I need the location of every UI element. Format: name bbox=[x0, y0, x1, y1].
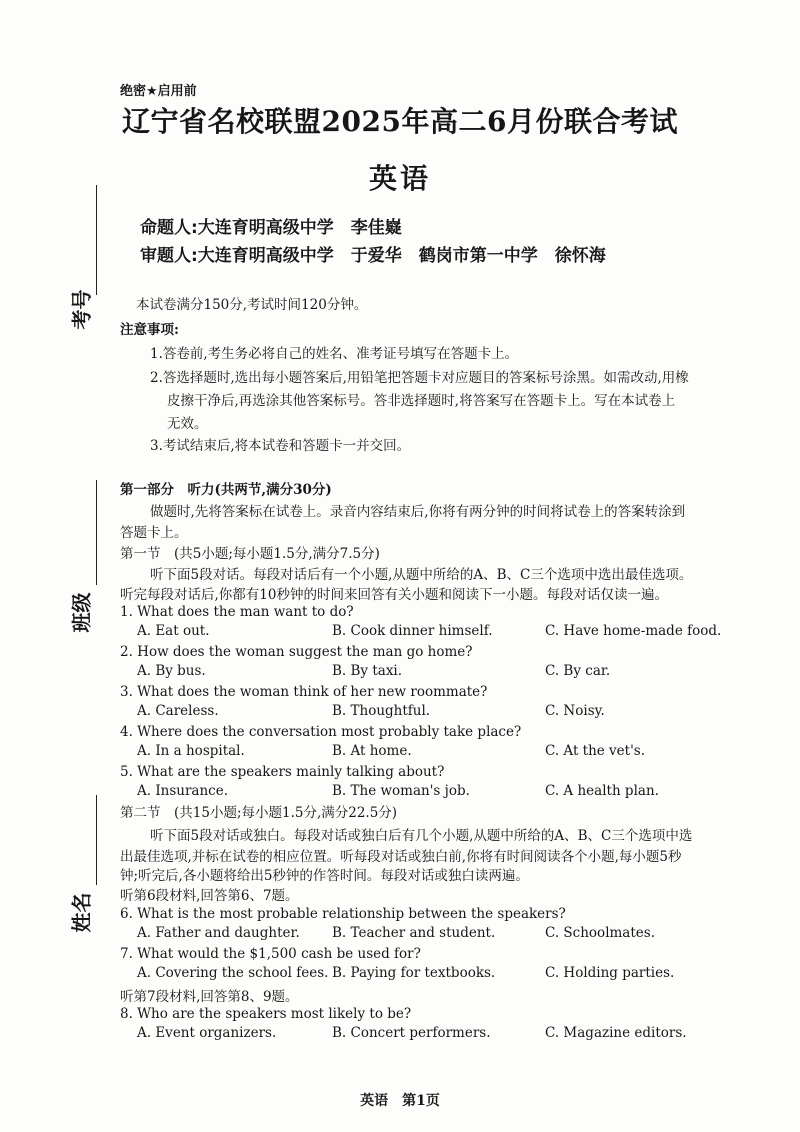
section1-heading: 第一节 (共5小题;每小题1.5分,满分7.5分) bbox=[120, 546, 380, 562]
question-5-option-b: B. The woman's job. bbox=[332, 783, 470, 799]
note-2-line-b: 皮擦干净后,再选涂其他答案标号。答非选择题时,将答案写在答题卡上。写在本试卷上 bbox=[167, 393, 676, 409]
question-4-option-b: B. At home. bbox=[332, 743, 412, 759]
question-8-option-b: B. Concert performers. bbox=[332, 1025, 491, 1041]
material-7-note: 听第7段材料,回答第8、9题。 bbox=[120, 989, 299, 1005]
question-7-stem: 7. What would the $1,500 cash be used for? bbox=[120, 946, 421, 962]
section2-desc-c: 钟;听完后,各小题将给出5秒钟的作答时间。每段对话或独白读两遍。 bbox=[120, 868, 529, 884]
question-8-option-a: A. Event organizers. bbox=[137, 1025, 277, 1041]
question-7-option-a: A. Covering the school fees. bbox=[137, 965, 329, 981]
subject-title: 英语 bbox=[368, 162, 431, 195]
section1-desc-b: 听完每段对话后,你都有10秒钟的时间来回答有关小题和阅读下一小题。每段对话仅读一遍。 bbox=[120, 587, 668, 603]
author-line: 命题人:大连育明高级中学 李佳嶷 bbox=[140, 218, 402, 238]
confidential-mark: 绝密★启用前 bbox=[120, 84, 197, 99]
question-2-option-b: B. By taxi. bbox=[332, 663, 403, 679]
class-label: 班级 bbox=[69, 592, 94, 633]
material-6-note: 听第6段材料,回答第6、7题。 bbox=[120, 888, 299, 904]
note-2-line-a: 2.答选择题时,选出每小题答案后,用铅笔把答题卡对应题目的答案标号涂黑。如需改动,用橡 bbox=[150, 370, 689, 386]
score-time-text: 本试卷满分150分,考试时间120分钟。 bbox=[136, 297, 368, 313]
exam-no-label: 考号 bbox=[69, 289, 94, 330]
question-6-option-c: C. Schoolmates. bbox=[545, 925, 655, 941]
question-4-option-c: C. At the vet's. bbox=[545, 743, 646, 759]
question-1-stem: 1. What does the man want to do? bbox=[120, 604, 354, 620]
section2-heading: 第二节 (共15小题;每小题1.5分,满分22.5分) bbox=[120, 805, 398, 821]
section1-desc-a: 听下面5段对话。每段对话后有一个小题,从题中所给的A、B、C三个选项中选出最佳选项。 bbox=[150, 567, 693, 583]
notes-title: 注意事项: bbox=[120, 322, 179, 338]
question-5-option-a: A. Insurance. bbox=[137, 783, 229, 799]
part1-heading: 第一部分 听力(共两节,满分30分) bbox=[120, 482, 332, 498]
section2-desc-b: 出最佳选项,并标在试卷的相应位置。听每段对话或独白前,你将有时间阅读各个小题,每小题5秒 bbox=[120, 849, 682, 865]
question-6-stem: 6. What is the most probable relationship between the speakers? bbox=[120, 906, 566, 922]
part1-desc-a: 做题时,先将答案标在试卷上。录音内容结束后,你将有两分钟的时间将试卷上的答案转涂到 bbox=[150, 504, 686, 520]
note-2-line-c: 无效。 bbox=[167, 416, 208, 432]
name-label: 姓名 bbox=[69, 892, 94, 933]
question-4-option-a: A. In a hospital. bbox=[137, 743, 245, 759]
question-3-option-b: B. Thoughtful. bbox=[332, 703, 431, 719]
question-6-option-a: A. Father and daughter. bbox=[137, 925, 300, 941]
part1-desc-b: 答题卡上。 bbox=[120, 525, 188, 541]
question-5-stem: 5. What are the speakers mainly talking about? bbox=[120, 764, 445, 780]
question-1-option-a: A. Eat out. bbox=[137, 623, 210, 639]
name-line bbox=[96, 795, 97, 885]
question-4-stem: 4. Where does the conversation most probably take place? bbox=[120, 724, 522, 740]
exam-no-line bbox=[96, 185, 97, 295]
question-7-option-c: C. Holding parties. bbox=[545, 965, 675, 981]
class-line bbox=[96, 480, 97, 585]
note-3: 3.考试结束后,将本试卷和答题卡一并交回。 bbox=[150, 438, 411, 454]
section2-desc-a: 听下面5段对话或独白。每段对话或独白后有几个小题,从题中所给的A、B、C三个选项中选 bbox=[150, 828, 693, 844]
question-8-option-c: C. Magazine editors. bbox=[545, 1025, 687, 1041]
question-3-option-a: A. Careless. bbox=[137, 703, 219, 719]
question-1-option-c: C. Have home-made food. bbox=[545, 623, 722, 639]
question-7-option-b: B. Paying for textbooks. bbox=[332, 965, 496, 981]
question-2-stem: 2. How does the woman suggest the man go home? bbox=[120, 644, 473, 660]
question-8-stem: 8. Who are the speakers most likely to be? bbox=[120, 1006, 412, 1022]
reviewer-line: 审题人:大连育明高级中学 于爱华 鹤岗市第一中学 徐怀海 bbox=[140, 246, 606, 266]
question-3-stem: 3. What does the woman think of her new roommate? bbox=[120, 684, 488, 700]
question-2-option-c: C. By car. bbox=[545, 663, 611, 679]
page-footer: 英语 第1页 bbox=[360, 1093, 440, 1109]
question-5-option-c: C. A health plan. bbox=[545, 783, 659, 799]
note-1: 1.答卷前,考生务必将自己的姓名、准考证号填写在答题卡上。 bbox=[150, 346, 519, 362]
question-3-option-c: C. Noisy. bbox=[545, 703, 605, 719]
exam-title: 辽宁省名校联盟2025年高二6月份联合考试 bbox=[122, 105, 678, 138]
question-6-option-b: B. Teacher and student. bbox=[332, 925, 496, 941]
question-1-option-b: B. Cook dinner himself. bbox=[332, 623, 493, 639]
question-2-option-a: A. By bus. bbox=[137, 663, 206, 679]
